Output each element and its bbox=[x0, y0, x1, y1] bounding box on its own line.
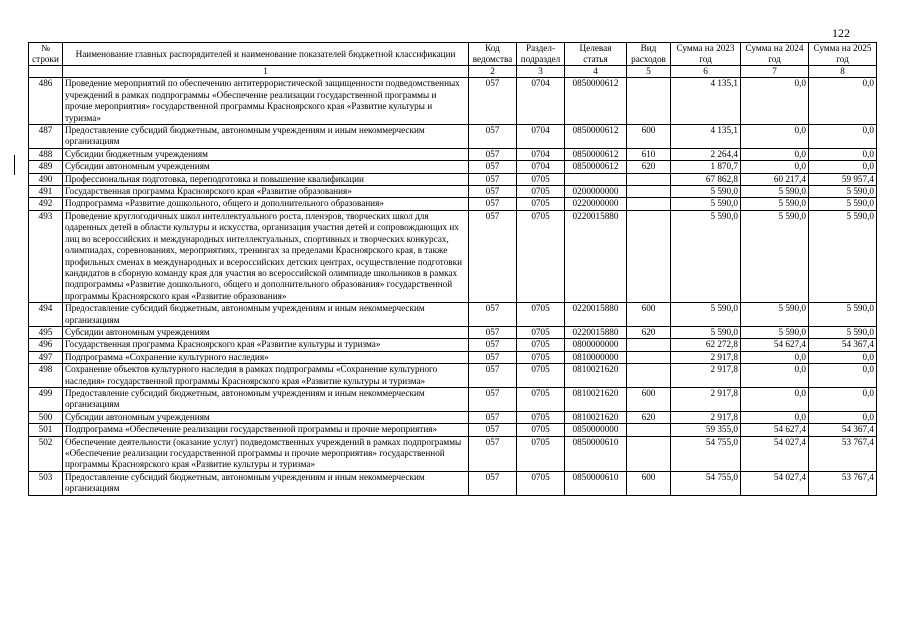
row-expense-type: 600 bbox=[627, 471, 671, 495]
row-number: 498 bbox=[29, 364, 63, 388]
row-sum-2024: 54 027,4 bbox=[741, 436, 809, 471]
row-sum-2023: 5 590,0 bbox=[671, 326, 741, 338]
row-expense-type: 600 bbox=[627, 303, 671, 327]
row-section: 0705 bbox=[517, 186, 565, 198]
row-name: Предоставление субсидий бюджетным, автономным учреждениям и иным некоммерческим организациям bbox=[63, 387, 469, 411]
row-expense-type bbox=[627, 436, 671, 471]
header-row-number: № строки bbox=[29, 43, 63, 66]
row-number: 487 bbox=[29, 125, 63, 149]
row-ved: 057 bbox=[469, 186, 517, 198]
row-expense-type: 600 bbox=[627, 125, 671, 149]
row-sum-2024: 0,0 bbox=[741, 125, 809, 149]
row-name: Предоставление субсидий бюджетным, автономным учреждениям и иным некоммерческим организациям bbox=[63, 125, 469, 149]
row-expense-type bbox=[627, 351, 671, 363]
row-sum-2024: 0,0 bbox=[741, 148, 809, 160]
row-ved: 057 bbox=[469, 339, 517, 351]
table-row bbox=[29, 471, 877, 495]
row-section: 0705 bbox=[517, 339, 565, 351]
row-name: Государственная программа Красноярского края «Развитие образования» bbox=[63, 186, 469, 198]
row-sum-2025: 0,0 bbox=[809, 351, 877, 363]
row-name: Профессиональная подготовка, переподготовка и повышение квалификации bbox=[63, 173, 469, 185]
row-section: 0705 bbox=[517, 411, 565, 423]
index-cell: 1 bbox=[63, 66, 469, 78]
table-row bbox=[29, 125, 877, 149]
table-row bbox=[29, 210, 877, 302]
table-row bbox=[29, 436, 877, 471]
row-name: Субсидии автономным учреждениям bbox=[63, 411, 469, 423]
row-sum-2023: 59 355,0 bbox=[671, 424, 741, 436]
row-name: Государственная программа Красноярского края «Развитие культуры и туризма» bbox=[63, 339, 469, 351]
table-row bbox=[29, 364, 877, 388]
row-expense-type: 620 bbox=[627, 161, 671, 173]
row-sum-2024: 5 590,0 bbox=[741, 303, 809, 327]
row-ved: 057 bbox=[469, 161, 517, 173]
row-number: 495 bbox=[29, 326, 63, 338]
row-sum-2023: 5 590,0 bbox=[671, 198, 741, 210]
page-number: 122 bbox=[832, 26, 850, 40]
row-expense-type: 600 bbox=[627, 387, 671, 411]
row-number: 496 bbox=[29, 339, 63, 351]
row-ved: 057 bbox=[469, 387, 517, 411]
row-number: 489 bbox=[29, 161, 63, 173]
row-sum-2025: 5 590,0 bbox=[809, 326, 877, 338]
table-row bbox=[29, 303, 877, 327]
row-section: 0705 bbox=[517, 326, 565, 338]
row-target: 0850000610 bbox=[565, 436, 627, 471]
row-ved: 057 bbox=[469, 424, 517, 436]
row-ved: 057 bbox=[469, 78, 517, 125]
row-target: 0850000612 bbox=[565, 161, 627, 173]
row-ved: 057 bbox=[469, 436, 517, 471]
row-target bbox=[565, 173, 627, 185]
row-sum-2023: 2 917,8 bbox=[671, 411, 741, 423]
row-name: Обеспечение деятельности (оказание услуг) подведомственных учреждений в рамках подпрограммы «Обеспечение реализации государственной программы и прочие мероприятия» государственной программы Красноярского края «Развитие культуры и туризма» bbox=[63, 436, 469, 471]
row-sum-2025: 53 767,4 bbox=[809, 471, 877, 495]
table-row bbox=[29, 351, 877, 363]
row-ved: 057 bbox=[469, 364, 517, 388]
row-sum-2024: 0,0 bbox=[741, 364, 809, 388]
row-section: 0705 bbox=[517, 351, 565, 363]
table-row bbox=[29, 186, 877, 198]
row-number: 500 bbox=[29, 411, 63, 423]
row-sum-2023: 2 264,4 bbox=[671, 148, 741, 160]
table-row bbox=[29, 198, 877, 210]
row-sum-2024: 54 627,4 bbox=[741, 424, 809, 436]
row-name: Подпрограмма «Сохранение культурного наследия» bbox=[63, 351, 469, 363]
index-cell: 6 bbox=[671, 66, 741, 78]
row-sum-2023: 1 870,7 bbox=[671, 161, 741, 173]
row-sum-2024: 54 027,4 bbox=[741, 471, 809, 495]
row-sum-2023: 2 917,8 bbox=[671, 387, 741, 411]
table-row bbox=[29, 173, 877, 185]
header-sum-2023: Сумма на 2023 год bbox=[671, 43, 741, 66]
row-number: 491 bbox=[29, 186, 63, 198]
index-cell: 4 bbox=[565, 66, 627, 78]
row-section: 0705 bbox=[517, 387, 565, 411]
row-ved: 057 bbox=[469, 411, 517, 423]
row-ved: 057 bbox=[469, 198, 517, 210]
table-row bbox=[29, 148, 877, 160]
table-row bbox=[29, 387, 877, 411]
row-ved: 057 bbox=[469, 210, 517, 302]
row-ved: 057 bbox=[469, 125, 517, 149]
row-section: 0704 bbox=[517, 125, 565, 149]
row-name: Подпрограмма «Обеспечение реализации государственной программы и прочие мероприятия» bbox=[63, 424, 469, 436]
row-expense-type: 620 bbox=[627, 326, 671, 338]
row-target: 0200000000 bbox=[565, 186, 627, 198]
row-sum-2025: 0,0 bbox=[809, 387, 877, 411]
row-name: Субсидии автономным учреждениям bbox=[63, 161, 469, 173]
row-number: 493 bbox=[29, 210, 63, 302]
row-sum-2025: 53 767,4 bbox=[809, 436, 877, 471]
row-sum-2025: 0,0 bbox=[809, 148, 877, 160]
row-sum-2023: 5 590,0 bbox=[671, 303, 741, 327]
row-ved: 057 bbox=[469, 351, 517, 363]
row-sum-2024: 5 590,0 bbox=[741, 186, 809, 198]
row-expense-type bbox=[627, 198, 671, 210]
index-cell-blank bbox=[29, 66, 63, 78]
row-number: 490 bbox=[29, 173, 63, 185]
row-sum-2023: 5 590,0 bbox=[671, 186, 741, 198]
row-number: 499 bbox=[29, 387, 63, 411]
row-sum-2023: 4 135,1 bbox=[671, 125, 741, 149]
table-row bbox=[29, 411, 877, 423]
row-section: 0705 bbox=[517, 436, 565, 471]
table-row bbox=[29, 78, 877, 125]
row-target: 0810021620 bbox=[565, 364, 627, 388]
row-target: 0850000612 bbox=[565, 125, 627, 149]
row-target: 0220000000 bbox=[565, 198, 627, 210]
row-section: 0705 bbox=[517, 303, 565, 327]
row-sum-2024: 0,0 bbox=[741, 411, 809, 423]
row-sum-2024: 5 590,0 bbox=[741, 198, 809, 210]
row-target: 0810000000 bbox=[565, 351, 627, 363]
row-expense-type bbox=[627, 339, 671, 351]
row-expense-type bbox=[627, 424, 671, 436]
row-section: 0705 bbox=[517, 424, 565, 436]
header-name: Наименование главных распорядителей и наименование показателей бюджетной классификации bbox=[63, 43, 469, 66]
row-section: 0704 bbox=[517, 148, 565, 160]
row-ved: 057 bbox=[469, 471, 517, 495]
row-sum-2024: 5 590,0 bbox=[741, 210, 809, 302]
header-row bbox=[29, 43, 877, 66]
row-sum-2025: 54 367,4 bbox=[809, 339, 877, 351]
row-target: 0810021620 bbox=[565, 387, 627, 411]
header-expense-type: Вид расходов bbox=[627, 43, 671, 66]
row-sum-2025: 5 590,0 bbox=[809, 186, 877, 198]
row-number: 501 bbox=[29, 424, 63, 436]
row-sum-2025: 5 590,0 bbox=[809, 198, 877, 210]
row-name: Сохранение объектов культурного наследия в рамках подпрограммы «Сохранение культурного наследия» государственной программы Красноярского края «Развитие культуры и туризма» bbox=[63, 364, 469, 388]
row-sum-2025: 0,0 bbox=[809, 411, 877, 423]
index-cell: 2 bbox=[469, 66, 517, 78]
row-target: 0850000612 bbox=[565, 148, 627, 160]
row-sum-2025: 5 590,0 bbox=[809, 303, 877, 327]
row-section: 0705 bbox=[517, 173, 565, 185]
row-sum-2024: 0,0 bbox=[741, 351, 809, 363]
row-sum-2023: 2 917,8 bbox=[671, 351, 741, 363]
row-target: 0220015880 bbox=[565, 303, 627, 327]
row-name: Проведение круглогодичных школ интеллектуального роста, пленэров, творческих школ для одаренных детей в области культуры и искусства, организация участия детей и сопровождающих их лиц во всероссийских и международных интеллектуальных, спортивных и творческих конкурсах, олимпиадах, соревнованиях, мероприятиях, тренингах за пределами Красноярского края, в также профильных сменах в международных и всероссийских детских центрах, осуществление подготовки кандидатов в сборную команду края для участия во всероссийской олимпиаде школьников в рамках подпрограммы «Развитие дошкольного, общего и дополнительного образования» государственной программы Красноярского края «Развитие образования» bbox=[63, 210, 469, 302]
column-index-row bbox=[29, 66, 877, 78]
row-sum-2025: 5 590,0 bbox=[809, 210, 877, 302]
row-expense-type bbox=[627, 173, 671, 185]
header-section: Раздел-подраздел bbox=[517, 43, 565, 66]
row-sum-2025: 0,0 bbox=[809, 364, 877, 388]
row-section: 0705 bbox=[517, 198, 565, 210]
index-cell: 8 bbox=[809, 66, 877, 78]
budget-table bbox=[28, 42, 877, 496]
row-section: 0705 bbox=[517, 364, 565, 388]
row-expense-type bbox=[627, 186, 671, 198]
row-number: 494 bbox=[29, 303, 63, 327]
row-number: 488 bbox=[29, 148, 63, 160]
row-sum-2024: 0,0 bbox=[741, 78, 809, 125]
row-number: 503 bbox=[29, 471, 63, 495]
index-cell: 3 bbox=[517, 66, 565, 78]
row-number: 486 bbox=[29, 78, 63, 125]
row-sum-2024: 5 590,0 bbox=[741, 326, 809, 338]
row-expense-type: 620 bbox=[627, 411, 671, 423]
row-target: 0850000612 bbox=[565, 78, 627, 125]
row-expense-type bbox=[627, 364, 671, 388]
row-name: Субсидии бюджетным учреждениям bbox=[63, 148, 469, 160]
row-sum-2024: 54 627,4 bbox=[741, 339, 809, 351]
index-cell: 7 bbox=[741, 66, 809, 78]
row-number: 497 bbox=[29, 351, 63, 363]
row-sum-2023: 5 590,0 bbox=[671, 210, 741, 302]
row-sum-2023: 54 755,0 bbox=[671, 471, 741, 495]
row-name: Проведение мероприятий по обеспечению антитеррористической защищенности подведомственных учреждений в рамках подпрограммы «Обеспечение реализации государственной программы и прочие мероприятия» государственной программы Красноярского края «Развитие культуры и туризма» bbox=[63, 78, 469, 125]
row-expense-type: 610 bbox=[627, 148, 671, 160]
margin-mark bbox=[14, 155, 15, 175]
table-row bbox=[29, 339, 877, 351]
row-sum-2023: 4 135,1 bbox=[671, 78, 741, 125]
row-sum-2024: 60 217,4 bbox=[741, 173, 809, 185]
row-section: 0705 bbox=[517, 471, 565, 495]
row-name: Предоставление субсидий бюджетным, автономным учреждениям и иным некоммерческим организациям bbox=[63, 303, 469, 327]
row-sum-2024: 0,0 bbox=[741, 387, 809, 411]
row-target: 0220015880 bbox=[565, 210, 627, 302]
row-ved: 057 bbox=[469, 303, 517, 327]
row-section: 0704 bbox=[517, 161, 565, 173]
header-sum-2024: Сумма на 2024 год bbox=[741, 43, 809, 66]
row-sum-2023: 67 862,8 bbox=[671, 173, 741, 185]
row-number: 492 bbox=[29, 198, 63, 210]
header-target: Целевая статья bbox=[565, 43, 627, 66]
row-target: 0850000000 bbox=[565, 424, 627, 436]
header-ved: Код ведомства bbox=[469, 43, 517, 66]
table-row bbox=[29, 161, 877, 173]
row-ved: 057 bbox=[469, 326, 517, 338]
row-name: Субсидии автономным учреждениям bbox=[63, 326, 469, 338]
row-target: 0810021620 bbox=[565, 411, 627, 423]
row-section: 0705 bbox=[517, 210, 565, 302]
row-expense-type bbox=[627, 78, 671, 125]
row-sum-2024: 0,0 bbox=[741, 161, 809, 173]
row-section: 0704 bbox=[517, 78, 565, 125]
row-sum-2023: 62 272,8 bbox=[671, 339, 741, 351]
row-name: Предоставление субсидий бюджетным, автономным учреждениям и иным некоммерческим организациям bbox=[63, 471, 469, 495]
row-sum-2023: 2 917,8 bbox=[671, 364, 741, 388]
row-sum-2023: 54 755,0 bbox=[671, 436, 741, 471]
header-sum-2025: Сумма на 2025 год bbox=[809, 43, 877, 66]
row-sum-2025: 0,0 bbox=[809, 125, 877, 149]
row-ved: 057 bbox=[469, 173, 517, 185]
row-sum-2025: 0,0 bbox=[809, 78, 877, 125]
row-target: 0800000000 bbox=[565, 339, 627, 351]
row-number: 502 bbox=[29, 436, 63, 471]
row-sum-2025: 0,0 bbox=[809, 161, 877, 173]
row-sum-2025: 59 957,4 bbox=[809, 173, 877, 185]
row-target: 0220015880 bbox=[565, 326, 627, 338]
table-row bbox=[29, 424, 877, 436]
row-sum-2025: 54 367,4 bbox=[809, 424, 877, 436]
index-cell: 5 bbox=[627, 66, 671, 78]
row-ved: 057 bbox=[469, 148, 517, 160]
table-row bbox=[29, 326, 877, 338]
row-name: Подпрограмма «Развитие дошкольного, общего и дополнительного образования» bbox=[63, 198, 469, 210]
row-expense-type bbox=[627, 210, 671, 302]
row-target: 0850000610 bbox=[565, 471, 627, 495]
